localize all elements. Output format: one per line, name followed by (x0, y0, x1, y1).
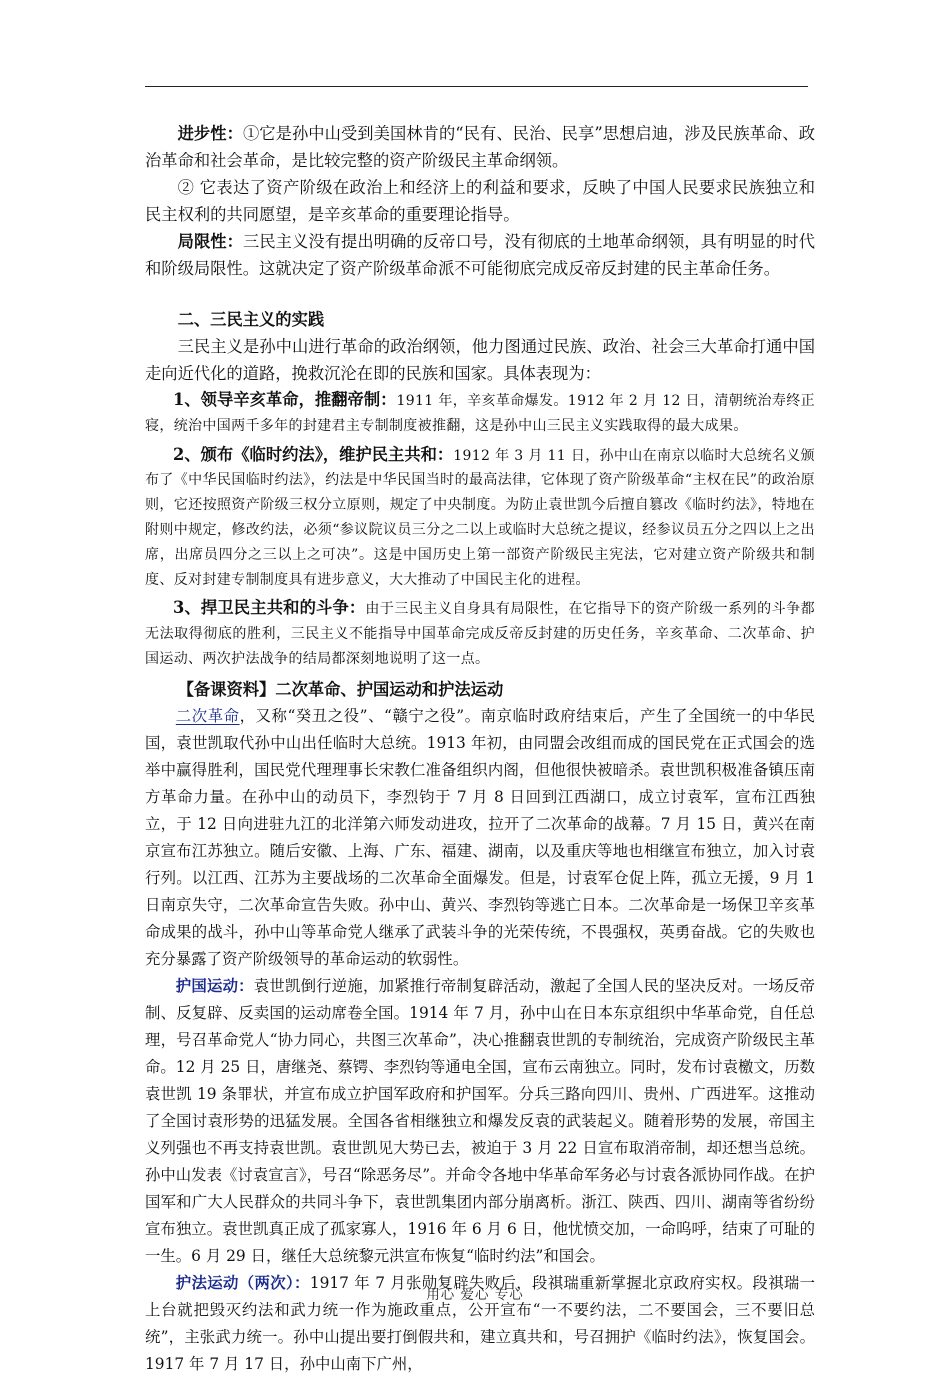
document-body (145, 120, 815, 1378)
second-revolution-text: ，又称“癸丑之役”、“赣宁之役”。南京临时政府结束后，产生了全国统一的中华民国，袁世凯取代孙中山出任临时大总统。1913 年初，由同盟会改组而成的国民党在正式国会的选举中赢得胜利，国民党代理理事长宋教仁准备组织内阁，但他很快被暗杀。袁世凯积极准备镇压南方革命力量。在孙中山的动员下，李烈钧于 7 月 8 日回到江西湖口，成立讨袁军，宣布江西独立，于 12 日向进驻九江的北洋第六师发动进攻，拉开了二次革命的战幕。7 月 15 日，黄兴在南京宣布江苏独立。随后安徽、上海、广东、福建、湖南，以及重庆等地也相继宣布独立，加入讨袁行列。以江西、江苏为主要战场的二次革命全面爆发。但是，讨袁军仓促上阵，孤立无援，9 月 1 日南京失守，二次革命宣告失败。孙中山、黄兴、李烈钧等逃亡日本。二次革命是一场保卫辛亥革命成果的战斗，孙中山等革命党人继承了武装斗争的光荣传统，不畏强权，英勇奋战。它的失败也充分暴露了资产阶级领导的革命运动的软弱性。 (145, 706, 815, 968)
item-3-text: 由于三民主义自身具有局限性，在它指导下的资产阶级一系列的斗争都无法取得彻底的胜利，三民主义不能指导中国革命完成反帝反封建的历史任务，辛亥革命、二次革命、护国运动、两次护法战争的结局都深刻地说明了这一点。 (145, 601, 815, 667)
item-3 (145, 596, 815, 671)
progressive-paragraph (145, 120, 815, 174)
protect-nation-label: 护国运动： (175, 976, 254, 995)
section-heading: 二、三民主义的实践 (177, 310, 325, 329)
second-revolution-paragraph (145, 703, 815, 973)
item-2 (145, 443, 815, 593)
progressive-label: 进步性： (177, 124, 243, 143)
item-1-label: 1、领导辛亥革命，推翻帝制： (173, 390, 397, 409)
protect-law-text: 1917 年 7 月张勋复辟失败后，段祺瑞重新掌握北京政府实权。段祺瑞一上台就把毁灭约法和武力统一作为施政重点，公开宣布“一不要约法，二不要国会，三不要旧总统”，主张武力统一。孙中山提出要打倒假共和，建立真共和，号召拥护《临时约法》，恢复国会。1917 年 7 月 17 日，孙中山南下广州， (145, 1273, 815, 1373)
progressive-text: ①它是孙中山受到美国林肯的“民有、民治、民享”思想启迪，涉及民族革命、政治革命和社会革命，是比较完整的资产阶级民主革命纲领。 (145, 124, 815, 170)
header-rule (145, 86, 808, 87)
progressive-text-2: ② 它表达了资产阶级在政治上和经济上的利益和要求，反映了中国人民要求民族独立和民主权利的共同愿望，是辛亥革命的重要理论指导。 (145, 178, 815, 224)
page-footer: 用心 爱心 专心 (426, 1287, 524, 1303)
item-1 (145, 388, 815, 439)
protect-law-label: 护法运动（两次）： (175, 1273, 310, 1292)
item-2-label: 2、颁布《临时约法》，维护民主共和： (173, 444, 454, 464)
item-3-label: 3、捍卫民主共和的斗争： (173, 598, 366, 618)
protect-nation-text: 袁世凯倒行逆施，加紧推行帝制复辟活动，激起了全国人民的坚决反对。一场反帝制、反复辟、反卖国的运动席卷全国。1914 年 7 月，孙中山在日本东京组织中华革命党，自任总理，号召革命党人“协力同心，共图三次革命”，决心推翻袁世凯的专制统治，完成资产阶级民主革命。12 月 25 日，唐继尧、蔡锷、李烈钧等通电全国，宣布云南独立。同时，发布讨袁檄文，历数袁世凯 19 条罪状，并宣布成立护国军政府和护国军。分兵三路向四川、贵州、广西进军。这推动了全国讨袁形势的迅猛发展。全国各省相继独立和爆发反袁的武装起义。随着形势的发展，帝国主义列强也不再支持袁世凯。袁世凯见大势已去，被迫于 3 月 22 日宣布取消帝制，却还想当总统。孙中山发表《讨袁宣言》，号召“除恶务尽”。并命令各地中华革命军务必与讨袁各派协同作战。在护国军和广大人民群众的共同斗争下，袁世凯集团内部分崩离析。浙江、陕西、四川、湖南等省纷纷宣布独立。袁世凯真正成了孤家寡人，1916 年 6 月 6 日，他忧愤交加，一命呜呼，结束了可耻的一生。6 月 29 日，继任大总统黎元洪宣布恢复“临时约法”和国会。 (145, 976, 815, 1265)
item-1-text: 1911 年，辛亥革命爆发。1912 年 2 月 12 日，清朝统治寿终正寝，统治中国两千多年的封建君主专制制度被推翻，这是孙中山三民主义实践取得的最大成果。 (145, 393, 815, 434)
second-revolution-label: 二次革命 (175, 706, 240, 725)
progressive-paragraph-2 (145, 174, 815, 228)
limitation-paragraph (145, 228, 815, 282)
limitation-label: 局限性： (177, 232, 243, 251)
section-intro: 三民主义是孙中山进行革命的政治纲领，他力图通过民族、政治、社会三大革命打通中国走向近代化的道路，挽救沉沦在即的民族和国家。具体表现为： (145, 337, 815, 383)
protect-nation-paragraph (145, 973, 815, 1270)
item-2-text: 1912 年 3 月 11 日，孙中山在南京以临时大总统名义颁布了《中华民国临时约法》，约法是中华民国当时的最高法律，它体现了资产阶级革命“主权在民”的政治原则，它还按照资产阶级三权分立原则，规定了中央制度。为防止袁世凯今后擅自篡改《临时约法》，特地在附则中规定，修改约法，必须“参议院议员三分之二以上或临时大总统之提议，经参议员五分之四以上之出席，出席员四分之三以上之可决”。这是中国历史上第一部资产阶级民主宪法，它对建立资产阶级共和制度、反对封建专制制度具有进步意义，大大推动了中国民主化的进程。 (145, 447, 816, 588)
material-heading: 【备课资料】二次革命、护国运动和护法运动 (177, 679, 504, 699)
limitation-text: 三民主义没有提出明确的反帝口号，没有彻底的土地革命纲领，具有明显的时代和阶级局限性。这就决定了资产阶级革命派不可能彻底完成反帝反封建的民主革命任务。 (145, 232, 815, 278)
